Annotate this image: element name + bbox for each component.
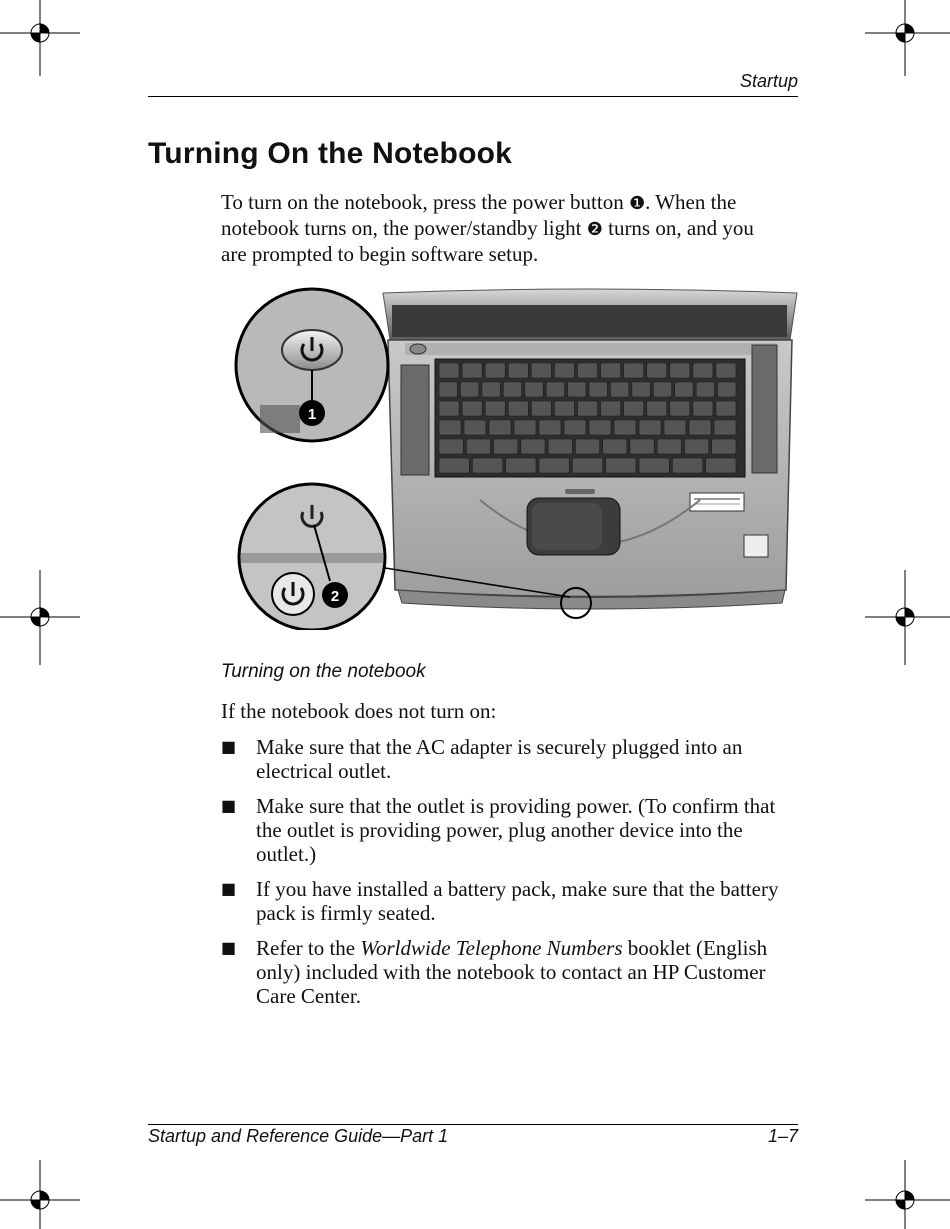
keyboard-key: [575, 439, 599, 454]
keyboard-key: [460, 382, 478, 397]
keyboard-key: [610, 382, 628, 397]
keyboard-key: [653, 382, 671, 397]
keyboard-key: [716, 363, 736, 378]
keyboard-key: [639, 458, 669, 473]
laptop-illustration: [230, 285, 805, 630]
registration-mark-top-left-icon: [0, 0, 80, 80]
keyboard-key: [439, 458, 469, 473]
keyboard-key: [506, 458, 536, 473]
keyboard-key: [696, 382, 714, 397]
keyboard-key: [494, 439, 518, 454]
keyboard-key: [577, 401, 597, 416]
keyboard-key: [684, 439, 708, 454]
keyboard-key: [603, 439, 627, 454]
keyboard-key: [589, 382, 607, 397]
keyboard-key: [464, 420, 486, 435]
keyboard-key: [624, 401, 644, 416]
keyboard-key: [714, 420, 736, 435]
footer-page-number: 1–7: [767, 1126, 798, 1146]
callout-1-marker: ❶: [628, 193, 646, 214]
keyboard-key: [439, 382, 457, 397]
keyboard-key: [577, 363, 597, 378]
bullet-marker: ■: [221, 796, 237, 815]
keyboard-key: [670, 401, 690, 416]
keyboard-key: [639, 420, 661, 435]
keyboard-key: [693, 363, 713, 378]
lead-sentence: If the notebook does not turn on:: [221, 699, 497, 723]
keyboard-key: [514, 420, 536, 435]
keyboard-key: [439, 439, 463, 454]
keyboard-key: [462, 401, 482, 416]
keyboard-key: [439, 420, 461, 435]
bullet-marker: ■: [221, 938, 237, 957]
keyboard-key: [630, 439, 654, 454]
keyboard-key: [664, 420, 686, 435]
keyboard-key: [572, 458, 602, 473]
figure-caption: Turning on the notebook: [221, 661, 426, 682]
keyboard-key: [439, 401, 459, 416]
keyboard-key: [508, 363, 528, 378]
keyboard-key: [657, 439, 681, 454]
keyboard-key: [472, 458, 502, 473]
keyboard-key: [525, 382, 543, 397]
keyboard-key: [601, 401, 621, 416]
registration-mark-mid-right-icon: [865, 570, 950, 665]
running-head: Startup: [739, 71, 798, 91]
keyboard-key: [712, 439, 736, 454]
keyboard-key: [531, 363, 551, 378]
footer-rule: [148, 1124, 798, 1125]
keyboard-key: [521, 439, 545, 454]
keyboard-key: [706, 458, 736, 473]
keyboard-key: [489, 420, 511, 435]
magnified-power-light: [239, 484, 385, 630]
keyboard-key: [539, 420, 561, 435]
keyboard-key: [439, 363, 459, 378]
keyboard-key: [554, 401, 574, 416]
keyboard-key: [548, 439, 572, 454]
list-item: ■ Make sure that the AC adapter is securely plugged into an electrical outlet.: [221, 735, 743, 783]
troubleshooting-list: [221, 735, 801, 1019]
keyboard-key: [485, 363, 505, 378]
keyboard-key: [554, 363, 574, 378]
callout-2-number: 2: [330, 588, 340, 605]
keyboard-key: [462, 363, 482, 378]
keyboard-key: [568, 382, 586, 397]
callout-2-marker: ❷: [586, 219, 603, 240]
intro-paragraph: To turn on the notebook, press the power button ❶. When the notebook turns on, the power/standby light ❷ turns on, and you are prompted to begin software setup.: [221, 190, 754, 266]
footer-guide-title: Startup and Reference Guide—Part 1: [148, 1126, 449, 1146]
booklet-title: Worldwide Telephone Numbers: [360, 936, 623, 960]
bullet-marker: ■: [221, 737, 237, 756]
keyboard-key: [718, 382, 736, 397]
keyboard-key: [485, 401, 505, 416]
keyboard-key: [647, 363, 667, 378]
keyboard-key: [614, 420, 636, 435]
keyboard-key: [675, 382, 693, 397]
keyboard-key: [716, 401, 736, 416]
keyboard-key: [624, 363, 644, 378]
keyboard-key: [672, 458, 702, 473]
keyboard-key: [670, 363, 690, 378]
list-item: ■ Refer to the Worldwide Telephone Numbers booklet (English only) included with the notebook to contact an HP Customer Care Center.: [221, 936, 768, 1008]
keyboard-key: [564, 420, 586, 435]
keyboard-key: [466, 439, 490, 454]
registration-mark-bottom-left-icon: [0, 1160, 80, 1229]
keyboard-key: [539, 458, 569, 473]
keyboard-key: [689, 420, 711, 435]
header-rule: [148, 96, 798, 97]
bullet-marker: ■: [221, 879, 237, 898]
keyboard-key: [589, 420, 611, 435]
keyboard-key: [503, 382, 521, 397]
keyboard-key: [693, 401, 713, 416]
keyboard-key: [482, 382, 500, 397]
keyboard-key: [508, 401, 528, 416]
page-title: Turning On the Notebook: [148, 137, 512, 170]
callout-1-number: 1: [307, 406, 317, 423]
registration-mark-mid-left-icon: [0, 570, 80, 665]
keyboard-key: [546, 382, 564, 397]
keyboard-key: [601, 363, 621, 378]
list-item: ■ If you have installed a battery pack, make sure that the battery pack is firmly seated.: [221, 877, 779, 925]
keyboard-key: [531, 401, 551, 416]
keyboard-key: [606, 458, 636, 473]
registration-mark-bottom-right-icon: [865, 1160, 950, 1229]
keyboard-key: [647, 401, 667, 416]
list-item: ■ Make sure that the outlet is providing power. (To confirm that the outlet is providing power, plug another device into the outlet.): [221, 794, 776, 866]
keyboard-key: [632, 382, 650, 397]
registration-mark-top-right-icon: [865, 0, 950, 80]
